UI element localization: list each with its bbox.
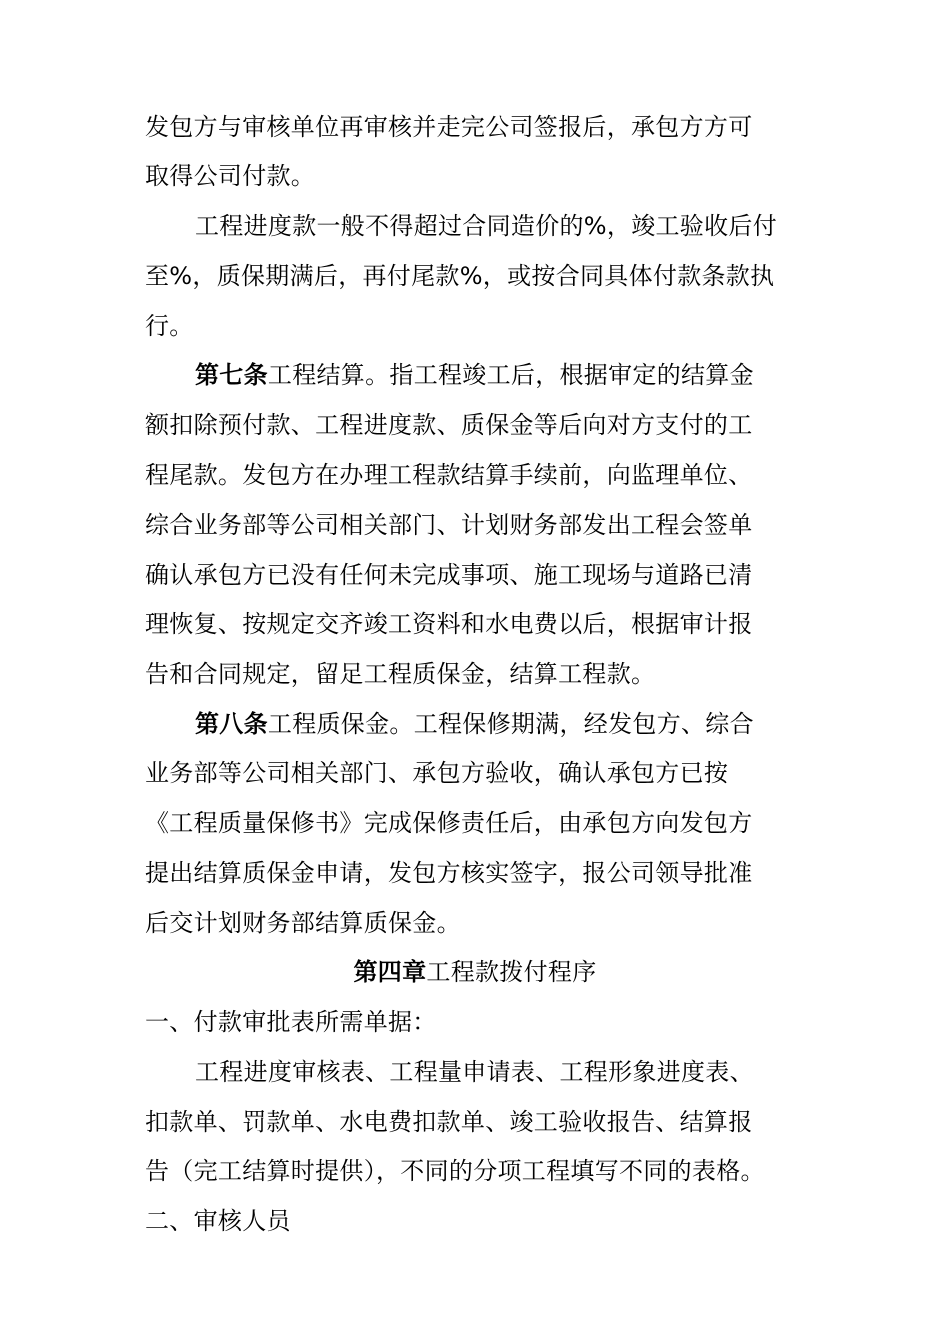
paragraph-line	[145, 1106, 825, 1138]
chapter-title-text: 工程款拨付程序	[426, 958, 597, 986]
section-heading-2	[145, 1205, 825, 1237]
paragraph-line	[145, 111, 825, 143]
paragraph-line	[145, 310, 825, 342]
line-text: 行。	[145, 312, 194, 340]
article-number: 第七条	[195, 361, 268, 389]
line-text: 额扣除预付款、工程进度款、质保金等后向对方支付的工	[145, 411, 753, 439]
line-text: 后交计划财务部结算质保金。	[145, 909, 461, 937]
paragraph-line	[145, 907, 825, 939]
line-text: 程尾款。发包方在办理工程款结算手续前，向监理单位、	[145, 461, 753, 489]
article-7-heading-line	[195, 359, 875, 391]
line-text: 提出结算质保金申请，发包方核实签字，报公司领导批准	[145, 859, 753, 887]
paragraph-line	[145, 559, 825, 591]
chapter-4-title	[0, 956, 950, 988]
line-text: 《工程质量保修书》完成保修责任后，由承包方向发包方	[145, 809, 753, 837]
paragraph-line	[145, 807, 825, 839]
line-text: 工程质保金。工程保修期满，经发包方、综合	[267, 710, 754, 738]
line-text: 发包方与审核单位再审核并走完公司签报后，承包方方可	[145, 113, 753, 141]
paragraph-line	[195, 1056, 875, 1088]
line-text: 一、付款审批表所需单据：	[145, 1008, 437, 1036]
article-8-heading-line	[195, 708, 875, 740]
line-text: 业务部等公司相关部门、承包方验收，确认承包方已按	[145, 759, 729, 787]
chapter-number: 第四章	[353, 958, 427, 986]
paragraph-line	[145, 409, 825, 441]
line-text: 告和合同规定，留足工程质保金，结算工程款。	[145, 660, 656, 688]
line-text: 工程进度审核表、工程量申请表、工程形象进度表、	[195, 1058, 754, 1086]
paragraph-line	[145, 658, 825, 690]
paragraph-line	[145, 260, 825, 292]
line-text: 取得公司付款。	[145, 162, 316, 190]
line-text: 告（完工结算时提供），不同的分项工程填写不同的表格。	[145, 1157, 765, 1185]
line-text: 二、审核人员	[145, 1207, 291, 1235]
paragraph-line	[145, 857, 825, 889]
paragraph-line	[145, 509, 825, 541]
line-text: 工程进度款一般不得超过合同造价的%，竣工验收后付	[195, 212, 778, 240]
line-text: 工程结算。指工程竣工后，根据审定的结算金	[267, 361, 754, 389]
article-number: 第八条	[195, 710, 268, 738]
paragraph-line	[145, 459, 825, 491]
line-text: 理恢复、按规定交齐竣工资料和水电费以后，根据审计报	[145, 610, 753, 638]
paragraph-line	[145, 160, 825, 192]
line-text: 综合业务部等公司相关部门、计划财务部发出工程会签单	[145, 511, 753, 539]
paragraph-line	[195, 210, 875, 242]
paragraph-line	[145, 1155, 825, 1187]
line-text: 至%，质保期满后，再付尾款%，或按合同具体付款条款执	[145, 262, 775, 290]
line-text: 确认承包方已没有任何未完成事项、施工现场与道路已清	[145, 561, 753, 589]
paragraph-line	[145, 757, 825, 789]
paragraph-line	[145, 608, 825, 640]
line-text: 扣款单、罚款单、水电费扣款单、竣工验收报告、结算报	[145, 1108, 753, 1136]
section-heading-1	[145, 1006, 825, 1038]
